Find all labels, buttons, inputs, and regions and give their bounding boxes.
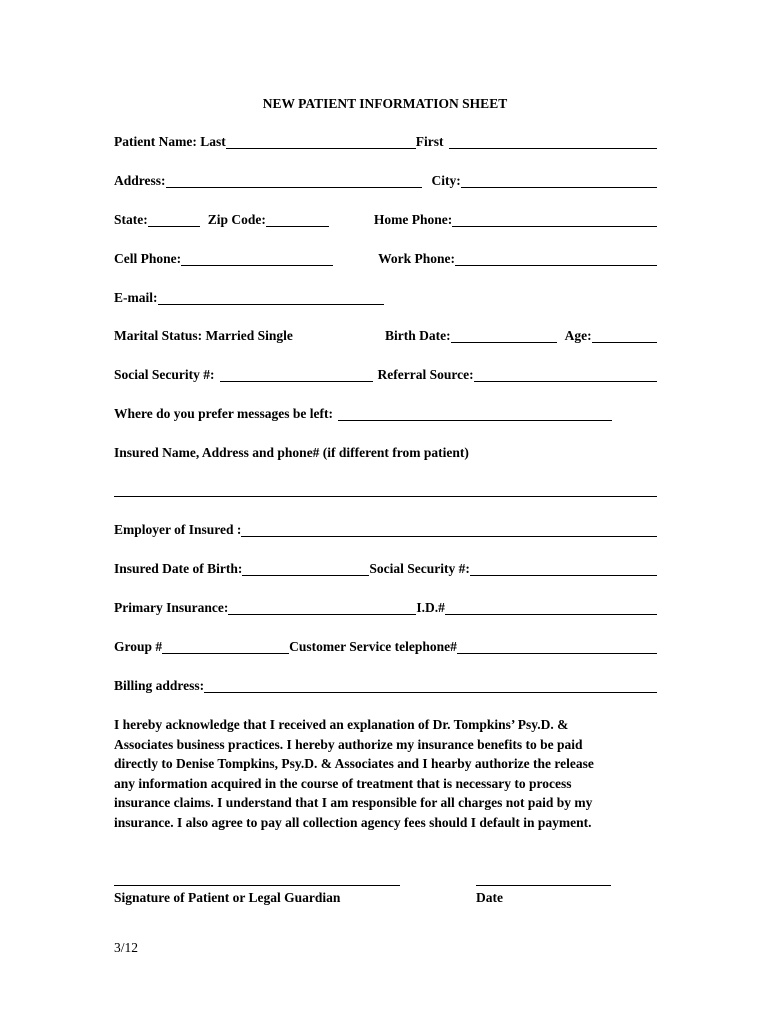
insured-ssn-label: Social Security #: <box>369 561 470 576</box>
employer-input[interactable] <box>241 522 657 537</box>
state-input[interactable] <box>148 212 200 227</box>
acknowledgement-line: Associates business practices. I hereby authorize my insurance benefits to be paid <box>114 736 583 752</box>
messages-row <box>114 406 612 422</box>
primary-insurance-label: Primary Insurance: <box>114 600 229 615</box>
ssn-label: Social Security #: <box>114 367 215 382</box>
insured-dob-label: Insured Date of Birth: <box>114 561 243 576</box>
date-label: Date <box>476 890 503 905</box>
acknowledgement-line: any information acquired in the course of treatment that is necessary to process <box>114 775 572 791</box>
patient-last-input[interactable] <box>226 134 416 149</box>
address-input[interactable] <box>166 173 422 188</box>
acknowledgement-line: I hereby acknowledge that I received an explanation of Dr. Tompkins’ Psy.D. & <box>114 717 569 732</box>
insured-info-row <box>114 445 657 461</box>
patient-name-row <box>114 134 657 150</box>
marital-row <box>114 328 657 344</box>
patient-last-label: Patient Name: Last <box>114 134 226 149</box>
work-phone-input[interactable] <box>455 251 657 266</box>
customer-service-input[interactable] <box>457 639 657 654</box>
insured-info-input[interactable] <box>114 496 657 497</box>
employer-label: Employer of Insured : <box>114 522 242 537</box>
messages-label: Where do you prefer messages be left: <box>114 406 333 421</box>
group-row <box>114 639 657 655</box>
insured-dob-row <box>114 561 657 577</box>
age-label: Age: <box>564 328 592 343</box>
insured-ssn-input[interactable] <box>470 561 657 576</box>
state-label: State: <box>114 212 148 227</box>
birth-date-label: Birth Date: <box>385 328 451 343</box>
insured-dob-input[interactable] <box>242 561 369 576</box>
primary-insurance-input[interactable] <box>228 600 416 615</box>
signature-label: Signature of Patient or Legal Guardian <box>114 890 341 905</box>
date-input[interactable] <box>476 885 611 886</box>
messages-input[interactable] <box>338 406 612 421</box>
id-input[interactable] <box>445 600 657 615</box>
revision-date: 3/12 <box>114 940 139 955</box>
group-label: Group # <box>114 639 163 654</box>
patient-first-input[interactable] <box>449 134 657 149</box>
zip-input[interactable] <box>266 212 329 227</box>
email-input[interactable] <box>158 290 384 305</box>
email-row <box>114 290 384 306</box>
referral-label: Referral Source: <box>377 367 474 382</box>
referral-input[interactable] <box>474 367 657 382</box>
ssn-row <box>114 367 657 383</box>
home-phone-input[interactable] <box>452 212 657 227</box>
form-title: NEW PATIENT INFORMATION SHEET <box>262 96 508 111</box>
id-label: I.D.# <box>416 600 445 615</box>
employer-row <box>114 522 657 538</box>
state-row <box>114 212 657 228</box>
cell-phone-label: Cell Phone: <box>114 251 182 266</box>
billing-row <box>114 678 657 694</box>
primary-insurance-row <box>114 600 657 616</box>
ssn-input[interactable] <box>220 367 373 382</box>
address-row <box>114 173 657 189</box>
cell-phone-input[interactable] <box>181 251 333 266</box>
acknowledgement-line: insurance. I also agree to pay all collection agency fees should I default in payment. <box>114 814 592 830</box>
insured-info-label: Insured Name, Address and phone# (if different from patient) <box>114 445 469 460</box>
email-label: E-mail: <box>114 290 158 305</box>
signature-input[interactable] <box>114 885 400 886</box>
home-phone-label: Home Phone: <box>373 212 453 227</box>
age-input[interactable] <box>592 328 657 343</box>
customer-service-label: Customer Service telephone# <box>289 639 457 654</box>
work-phone-label: Work Phone: <box>378 251 456 266</box>
zip-label: Zip Code: <box>207 212 266 227</box>
acknowledgement-paragraph <box>114 715 659 833</box>
billing-input[interactable] <box>204 678 657 693</box>
city-input[interactable] <box>461 173 657 188</box>
city-label: City: <box>431 173 461 188</box>
address-label: Address: <box>114 173 166 188</box>
acknowledgement-line: insurance claims. I understand that I am responsible for all charges not paid by my <box>114 795 593 811</box>
group-input[interactable] <box>162 639 289 654</box>
birth-date-input[interactable] <box>451 328 557 343</box>
billing-label: Billing address: <box>114 678 205 693</box>
marital-status-label[interactable]: Marital Status: Married Single <box>114 328 293 343</box>
cell-phone-row <box>114 251 657 267</box>
patient-first-label: First <box>415 134 444 149</box>
acknowledgement-line: directly to Denise Tompkins, Psy.D. & Associates and I hearby authorize the release <box>114 756 594 772</box>
